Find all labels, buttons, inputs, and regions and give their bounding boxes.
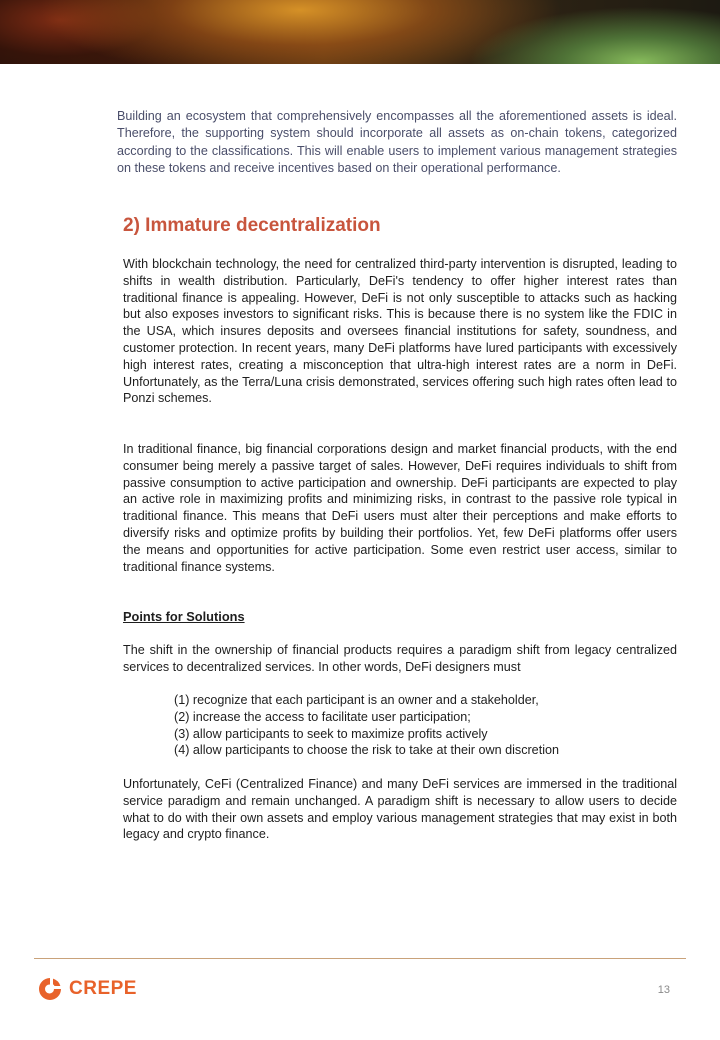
logo-wordmark: CREPE bbox=[69, 978, 137, 999]
solutions-list bbox=[174, 692, 674, 759]
list-item: (2) increase the access to facilitate user participation; bbox=[174, 709, 471, 724]
list-item: (4) allow participants to choose the risk to take at their own discretion bbox=[174, 743, 559, 758]
body-paragraph-2: In traditional finance, big financial corporations design and market financial products, with the end consumer being merely a passive target of sales. However, DeFi requires individuals to shift from passive consumption to active participation and ownership. DeFi participants are expected to play an active role in maximizing profits and minimizing risks, in contrast to the passive role typical in traditional finance. This means that DeFi users must alter their perceptions and make efforts to diversify risks and optimize profits by building their portfolios. Yet, few DeFi platforms offer users the means and opportunities for active participation. Some even restrict user access, similar to traditional finance systems. bbox=[123, 442, 677, 574]
solutions-heading: Points for Solutions bbox=[123, 609, 245, 624]
brand-logo bbox=[37, 976, 137, 1002]
list-item: (1) recognize that each participant is an owner and a stakeholder, bbox=[174, 693, 539, 707]
footer-divider bbox=[34, 958, 686, 959]
header-banner bbox=[0, 0, 720, 64]
body-paragraph-1: With blockchain technology, the need for centralized third-party intervention is disrupted, leading to shifts in wealth distribution. Particularly, DeFi's tendency to offer higher interest rates than traditional finance is appealing. However, DeFi is not only susceptible to attacks such as hacking but also exposes investors to significant risks. This is because there is no system like the FDIC in the USA, which insures deposits and oversees financial institutions for safety, soundness, and customer protection. In recent years, many DeFi platforms have lured participants with excessively high interest rates, creating a misconception that ultra-high interest rates are a norm in DeFi. Unfortunately, as the Terra/Luna crisis demonstrated, services offering such high rates often lead to Ponzi schemes. bbox=[123, 257, 677, 406]
section-heading: 2) Immature decentralization bbox=[123, 215, 381, 236]
conclusion-paragraph: Unfortunately, CeFi (Centralized Finance) and many DeFi services are immersed in the traditional service paradigm and remain unchanged. A paradigm shift is necessary to allow users to decide what to do with their own assets and employ various management strategies that may exist in both legacy and crypto finance. bbox=[123, 777, 677, 842]
page-number: 13 bbox=[657, 984, 670, 996]
list-item: (3) allow participants to seek to maximize profits actively bbox=[174, 726, 488, 741]
crepe-logo-icon bbox=[37, 976, 63, 1002]
intro-paragraph: Building an ecosystem that comprehensively encompasses all the aforementioned assets is ideal. Therefore, the supporting system should incorporate all assets as on-chain tokens, categorized according to the classifications. This will enable users to implement various management strategies on these tokens and receive incentives based on their operational performance. bbox=[117, 109, 677, 176]
solutions-intro-paragraph: The shift in the ownership of financial products requires a paradigm shift from legacy centralized services to decentralized services. In other words, DeFi designers must bbox=[123, 643, 677, 674]
